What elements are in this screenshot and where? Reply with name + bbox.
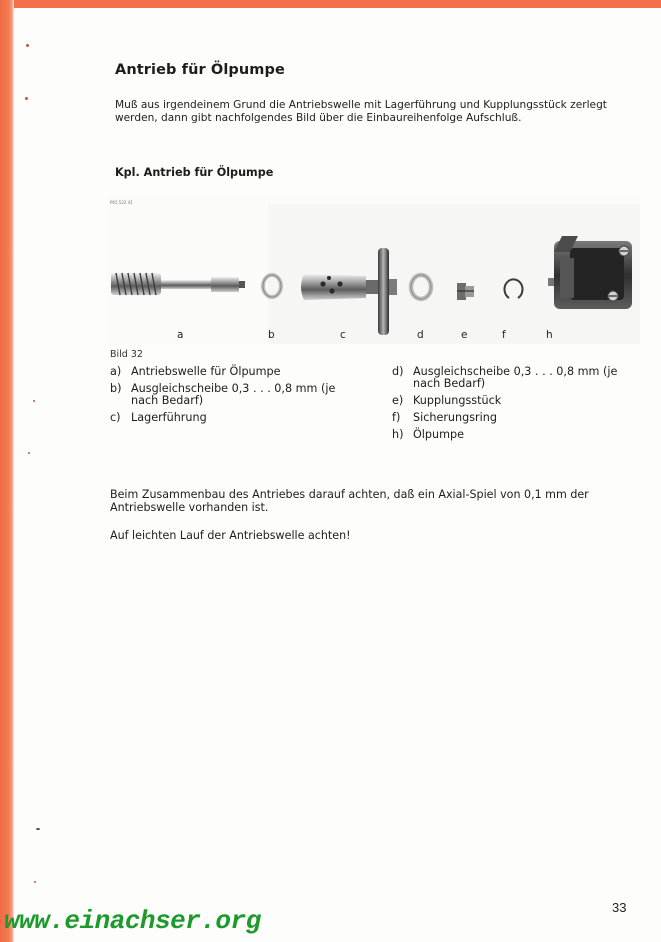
print-speck (34, 881, 36, 883)
list-item-letter: b) (110, 382, 122, 395)
figure-label-f: f (502, 329, 506, 341)
print-speck (25, 97, 28, 100)
list-item-text: Antriebswelle für Ölpumpe (131, 365, 281, 378)
page-number: 33 (612, 900, 627, 915)
intro-paragraph: Muß aus irgendeinem Grund die Antriebswelle mit Lagerführung und Kupplungsstück zerlegt werden, dann gibt nachfolgendes Bild über die Einbaureihenfolge Aufschluß. (115, 99, 607, 124)
section-heading: Antrieb für Ölpumpe (115, 62, 285, 78)
list-item-text: Sicherungsring (413, 411, 497, 424)
figure-label-e: e (461, 329, 468, 341)
print-speck (36, 828, 40, 830)
print-speck (26, 44, 29, 47)
figure-label-d: d (417, 329, 424, 341)
list-item-letter: c) (110, 411, 121, 424)
print-speck (28, 452, 30, 454)
list-item (110, 412, 370, 424)
parts-list-right (392, 366, 642, 446)
figure-heading: Kpl. Antrieb für Ölpumpe (115, 166, 274, 179)
assembly-hint: Auf leichten Lauf der Antriebswelle achten! (110, 529, 351, 542)
list-item (110, 366, 370, 378)
list-item-text: Kupplungsstück (413, 394, 502, 407)
figure-label-a: a (177, 329, 184, 341)
list-item (392, 429, 642, 441)
print-speck (33, 400, 35, 402)
list-item-text: Ausgleichscheibe 0,3 . . . 0,8 mm (je nach Bedarf) (131, 382, 336, 407)
list-item-letter: a) (110, 365, 122, 378)
page-edge-top (0, 0, 661, 8)
figure-label-b: b (268, 329, 275, 341)
page-sheet (14, 8, 661, 942)
assembly-note: Beim Zusammenbau des Antriebes darauf achten, daß ein Axial-Spiel von 0,1 mm der Antriebswelle vorhanden ist. (110, 488, 589, 514)
list-item-letter: e) (392, 394, 404, 407)
list-item (392, 412, 642, 424)
exploded-view-photo (108, 196, 640, 346)
part-h-oil-pump (548, 236, 632, 309)
list-item-letter: f) (392, 411, 401, 424)
figure-label-c: c (340, 329, 346, 341)
list-item-letter: h) (392, 428, 404, 441)
figure-label-h: h (546, 329, 553, 341)
list-item-text: Ausgleichscheibe 0,3 . . . 0,8 mm (je nach Bedarf) (413, 365, 618, 390)
list-item (110, 383, 370, 407)
list-item (392, 395, 642, 407)
list-item (392, 366, 642, 390)
figure-caption: Bild 32 (110, 349, 143, 360)
watermark-url[interactable]: www.einachser.org (4, 906, 261, 936)
list-item-text: Ölpumpe (413, 428, 464, 441)
page-edge-left (0, 0, 14, 942)
svg-text:P65 522 41: P65 522 41 (110, 200, 133, 205)
figure-part-labels (0, 329, 661, 343)
list-item-letter: d) (392, 365, 404, 378)
list-item-text: Lagerführung (131, 411, 207, 424)
parts-list-left (110, 366, 370, 429)
